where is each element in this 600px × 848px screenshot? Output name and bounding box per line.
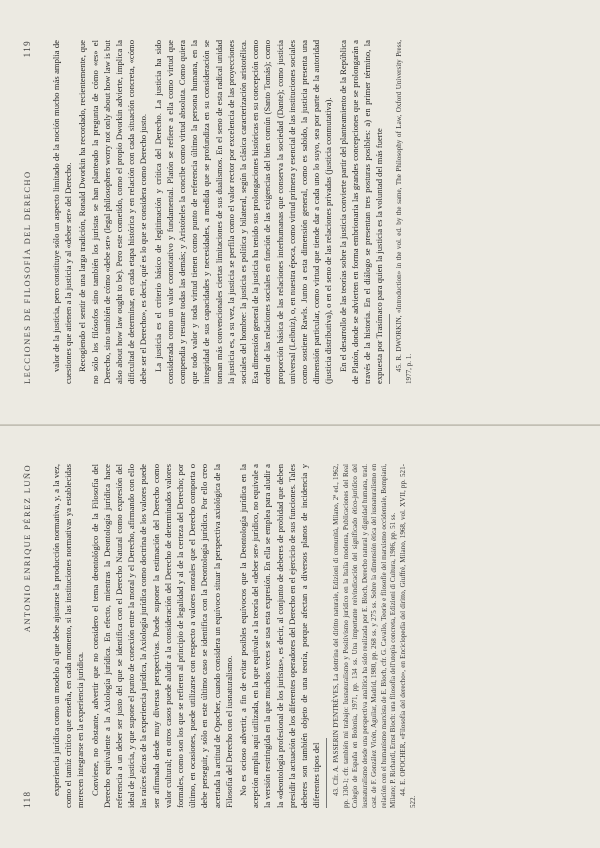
running-head-title: LECCIONES DE FILOSOFÍA DEL DERECHO: [22, 170, 32, 384]
paragraph: experiencia jurídica como un modelo al que debe ajustarse la producción normativa, y, a la vez, como el tamiz crítico que enseña, en cada momento, si las instituciones normativas ya establecidas merecen integrarse en la experiencia jurídica.: [51, 464, 86, 808]
paragraph: La justicia es el criterio básico de legitimación y crítica del Derecho. La justicia ha sido considerada como un valor connotativo y fundamental. Platón se refiere a ella como virtud que compendia y resume todas las demás; y Aristóteles la concibe como virtud absoluta. Como quiera que todo valor y toda virtud tienen como punto de referencia último la persona humana, en la integridad de sus capacidades y necesidades, a medida que se profundiza en su consideración se toman más convencionales ciertas limitaciones de sus dualismos. En el seno de esta radical unidad la justicia es, a su vez, la justicia se perfila como el valor rector por excelencia de las proyecciones sociales del hombre: la justicia es política y bilateral, según la clásica caracterización aristotélica. Esa dimensión general de la justicia ha tenido sus prolongaciones históricas en su concepción como orden de las relaciones sociales en función de las exigencias del bien común (Santo Tomás); como proporción básica de las relaciones interhumanas que conserva la sociedad (Dante); como justicia universal (Leibniz), o, en nuestra época, como virtud primera y esencial de las instituciones sociales como sostiene Rawls. Junto a esta dimensión general, como es sabido, la justicia presenta una dimensión particular, como virtud que tiende dar a cada uno lo suyo, sea por parte de la autoridad (justicia distributiva), o en el seno de las relaciones privadas (justicia conmutativa).: [152, 40, 334, 384]
paragraph: No es ocioso advertir, a fin de evitar posibles equívocos que la Deontología jurídica en la acepción amplia aquí utilizada, en la que equivale a la teoría del «deber ser» jurídico, no equivale a la versión restringida en la que muchos veces se usa esta expresión. En ella se emplea para aludir a la «deontología profesional de los juristas», es decir, al conjunto de deberes de probidad que deben presidir la actuación de los diferentes operadores del Derecho en el ejercicio de sus funciones. Tales deberes son también objeto de una teoría, porque afectan a diversos planos de incidencia y diferentes tipos del: [238, 464, 322, 808]
page-number: 118: [22, 790, 32, 808]
running-head: [22, 40, 32, 384]
footnote-rule: [389, 314, 390, 384]
running-head: [22, 464, 32, 808]
paragraph: valor de la justicia, pero constituye sólo un aspecto limitado de la noción mucho más amplia de cuestiones que atienen a la justicia y al «deber ser» del Derecho.: [51, 40, 74, 384]
paragraph: Recogiendo el sentir de una larga tradición, Ronald Dworkin ha recordado, recientemente, que no sólo los filósofos sino también los juristas se han planteado la pregunta de cómo «es» el Derecho, sino también de cómo «debe ser» (legal philosophers worry not only about how law is but also about how law ought to be). Pero este cometido, como el propio Dworkin advierte, implica la dificultad de determinar, en cada etapa histórica y en relación con cada situación concreta, «cómo debe ser el Derecho», es decir, qué es lo que se considera como Derecho justo.: [77, 40, 149, 384]
footnote-rule: [326, 738, 327, 808]
footnotes: [395, 40, 414, 384]
footnote: 44. E. OPOCHER, «Filosofía del derecho», en Enciclopedia del diritto, Giuffrè, Milano, 1968, vol. XVII, pp. 521-522.: [399, 464, 417, 808]
paragraph: Conviene, no obstante, advertir que no considero el tema deontológico de la Filosofía del Derecho equivalente a la Axiología jurídica. En efecto, mientras la Deontología jurídica hace referencia a un deber ser justo del que se identifica con el Derecho Natural como expresión del ideal de justicia, y que supone el punto de conexión entre la moral y el Derecho, afirmando con ello las raíces éticas de la experiencia jurídica, la Axiología jurídica como doctrina de los valores puede ser afirmada desde muy diversas perspectivas. Puede suponer la estimación del Derecho como valor cultural; en otros casos puede aludir a la consideración del Derecho de determinados valores formales, como son los que se refieren al principio de legalidad y al de la certeza del Derecho; por último, en ocasiones, puede utilizarse con respecto a valores morales que el Derecho comporta o debe perseguir, y sólo en este último caso se identifica con la Deontología jurídica. Por ello creo acertada la actitud de Opocher, cuando considera un equívoco situar la perspectiva axiológica de la Filosofía del Derecho con el iusnaturalismo.: [89, 464, 234, 808]
paragraph: En el desarrollo de las teorías sobre la justicia convierte partir del planteamiento de la República de Platón, donde se advierten en forma embrionaria las grandes concepciones que se prolongarán a través de la historia. En el diálogo se presentan tres posturas posibles: a) en primer término, la expuesta por Trasímaco para quien la justicia es la voluntad del más fuerte: [337, 40, 385, 384]
running-head-title: ANTONIO ENRIQUE PÉREZ LUÑO: [22, 464, 32, 633]
page-number: 119: [22, 40, 32, 58]
footnote: 43. Cfr. A. PASSERIN D'ENTRÈVES, La dottrina del diritto naturale, Edizioni di comunità, Milano, 2ª ed., 1962, pp. 130-1; cfr. también mi trabajo: Iusnaturalismo y Positivismo jurídico en la Italia moderna, Publicaciones del Real Colegio de España en Bolonia, 1971, pp. 134 ss. Una importante reivindicación del significado ético-jurídico del iusnaturalismo desde una perspectiva analítica ha sido realizada por E. Bloch, Derecho natural y dignidad humana, trad. cast. de F. González Vicén, Aguilar, Madrid, 1980, pp. 268 ss. y 275 ss. Sobre la dimensión ética del iusnaturalismo en relación con el humanismo marxista de E. Bloch, cfr. G. Cavallo, Teorie e filosofie del marxismo occidentale, Bompiani, Milano; P. Richardi, Ernst Bloch: una filosofia dell'utopia concreta, Edizioni di Cultura, 1986, pp. 51 ss.: [332, 464, 397, 808]
page-body: [50, 464, 419, 808]
page-body: [50, 40, 415, 384]
page-left: [0, 424, 600, 848]
footnote: 45. R. DWORKIN, «Introduction» in the vol. ed. by the same, The Philosophy of Law, Oxford University Press, 1977, p. 1.: [395, 40, 413, 384]
footnotes: [332, 464, 418, 808]
